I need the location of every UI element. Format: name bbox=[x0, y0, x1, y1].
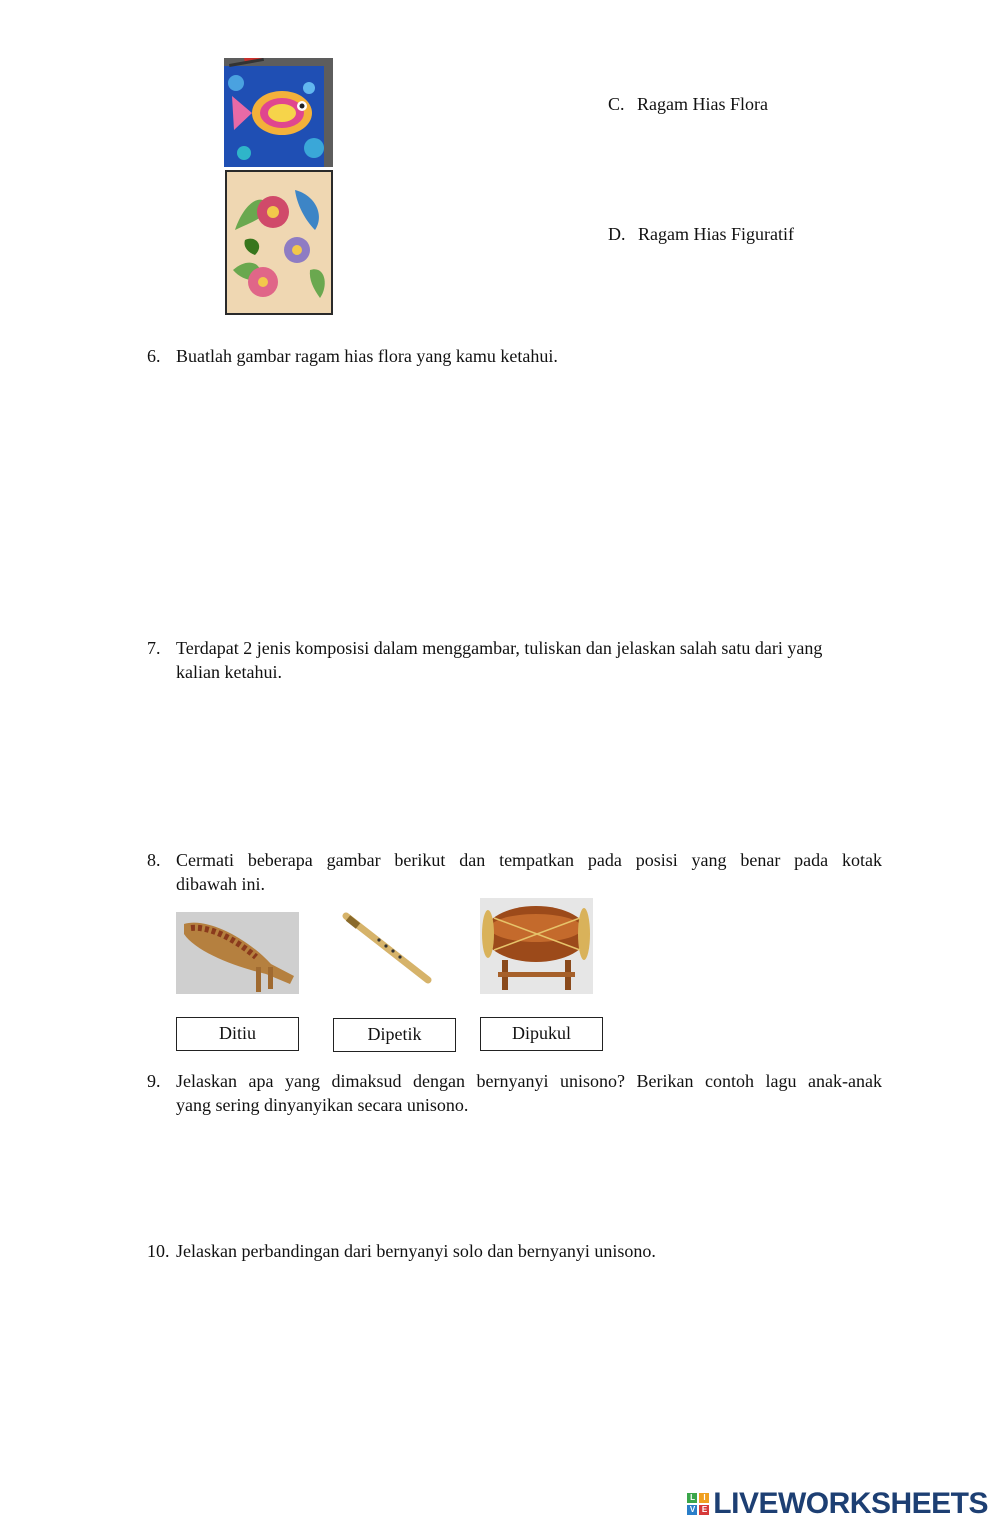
question-8-line1: Cermati beberapa gambar berikut dan tempatkan pada posisi yang benar pada kotak bbox=[176, 850, 882, 870]
liveworksheets-logo-text: LIVEWORKSHEETS bbox=[713, 1487, 988, 1520]
fish-ornament-image bbox=[224, 58, 333, 167]
question-8-number: 8. bbox=[147, 850, 161, 870]
option-d bbox=[608, 224, 794, 245]
answer-box-dipukul[interactable]: Dipukul bbox=[480, 1017, 603, 1051]
question-9-line2: yang sering dinyanyikan secara unisono. bbox=[176, 1095, 469, 1115]
option-c bbox=[608, 94, 768, 115]
option-c-label: Ragam Hias Flora bbox=[637, 94, 768, 114]
question-8-line2: dibawah ini. bbox=[176, 874, 265, 894]
question-7-line2: kalian ketahui. bbox=[176, 662, 282, 682]
option-c-letter: C. bbox=[608, 94, 625, 114]
liveworksheets-logo bbox=[687, 1487, 988, 1521]
sape-instrument-image bbox=[176, 912, 299, 994]
question-10 bbox=[147, 1239, 887, 1263]
question-6-number: 6. bbox=[147, 346, 161, 366]
question-8 bbox=[147, 848, 887, 894]
liveworksheets-logo-icon: L I V E bbox=[687, 1493, 709, 1515]
question-9 bbox=[147, 1069, 887, 1115]
question-9-line1: Jelaskan apa yang dimaksud dengan bernyanyi unisono? Berikan contoh lagu anak-anak bbox=[176, 1071, 882, 1091]
question-7-number: 7. bbox=[147, 638, 161, 658]
drum-instrument-image bbox=[480, 898, 593, 994]
question-7 bbox=[147, 636, 887, 682]
question-6-text: Buatlah gambar ragam hias flora yang kamu ketahui. bbox=[176, 346, 558, 366]
flower-ornament-image bbox=[225, 170, 333, 315]
answer-box-dipetik[interactable]: Dipetik bbox=[333, 1018, 456, 1052]
option-d-label: Ragam Hias Figuratif bbox=[638, 224, 794, 244]
question-10-text: Jelaskan perbandingan dari bernyanyi solo dan bernyanyi unisono. bbox=[176, 1241, 656, 1261]
question-9-number: 9. bbox=[147, 1071, 161, 1091]
option-d-letter: D. bbox=[608, 224, 626, 244]
question-6 bbox=[147, 344, 887, 368]
flute-instrument-image bbox=[334, 910, 434, 986]
question-7-line1: Terdapat 2 jenis komposisi dalam menggambar, tuliskan dan jelaskan salah satu dari yang bbox=[176, 638, 823, 658]
answer-box-ditiu[interactable]: Ditiu bbox=[176, 1017, 299, 1051]
question-10-number: 10. bbox=[147, 1241, 170, 1261]
